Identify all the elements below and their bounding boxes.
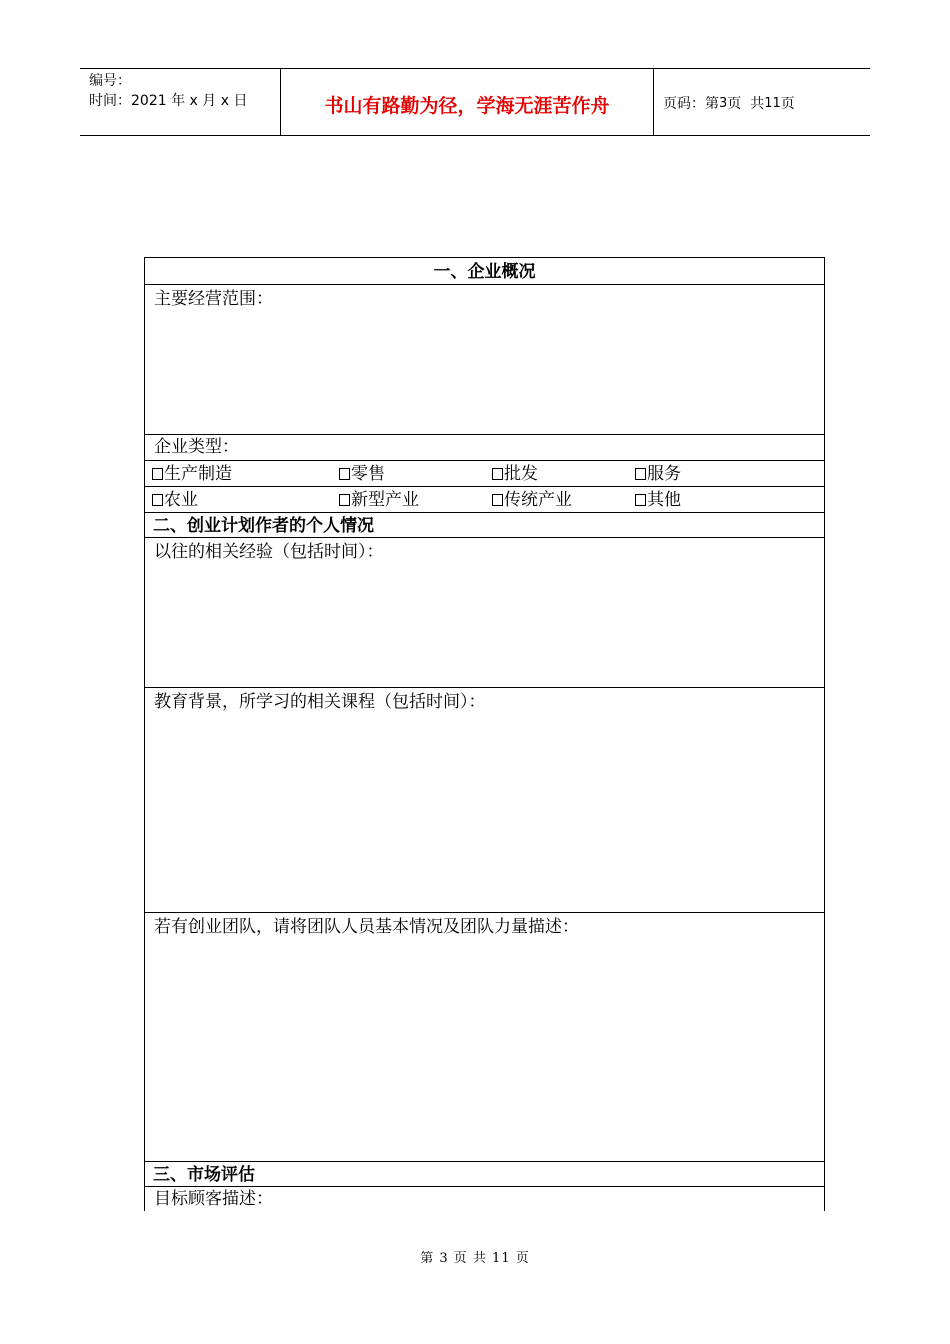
- option-service[interactable]: 服务: [635, 461, 824, 487]
- business-scope-label: 主要经营范围：: [154, 289, 273, 309]
- enterprise-type-label: 企业类型：: [154, 437, 239, 457]
- team-field[interactable]: [145, 913, 824, 1162]
- section-title-enterprise-overview: 一、企业概况: [145, 258, 824, 285]
- header-time: 时间：2021 年 x 月 x 日: [89, 93, 248, 109]
- header-page-suffix: 页: [780, 96, 795, 112]
- header-code: 编号：: [89, 73, 131, 89]
- header-page-number: [654, 69, 870, 135]
- checkbox-icon[interactable]: [152, 468, 163, 480]
- experience-field[interactable]: [145, 538, 824, 688]
- header-motto: 书山有路勤为径，学海无涯苦作舟: [281, 69, 654, 135]
- business-plan-form: [144, 257, 825, 1211]
- header-page-current: 3: [719, 95, 728, 111]
- page-header: [80, 68, 870, 136]
- header-page-total: 11: [764, 95, 781, 111]
- enterprise-type-row: [145, 435, 824, 461]
- enterprise-type-options-row-2: [145, 487, 824, 513]
- option-wholesale[interactable]: 批发: [492, 461, 635, 487]
- education-label: 教育背景，所学习的相关课程（包括时间）：: [154, 692, 486, 712]
- header-page-mid: 页 共: [727, 96, 765, 112]
- option-emerging-industry[interactable]: 新型产业: [339, 487, 492, 513]
- checkbox-icon[interactable]: [492, 494, 503, 506]
- page-footer: 第 3 页 共 11 页: [420, 1251, 530, 1266]
- checkbox-icon[interactable]: [339, 468, 350, 480]
- checkbox-icon[interactable]: [152, 494, 163, 506]
- option-retail[interactable]: 零售: [339, 461, 492, 487]
- option-other[interactable]: 其他: [635, 487, 824, 513]
- target-customer-field[interactable]: [145, 1187, 824, 1211]
- section-title-author-info: 二、创业计划作者的个人情况: [145, 513, 824, 538]
- header-meta: [80, 69, 281, 135]
- team-label: 若有创业团队，请将团队人员基本情况及团队力量描述：: [154, 917, 579, 937]
- option-manufacturing[interactable]: 生产制造: [145, 461, 339, 487]
- checkbox-icon[interactable]: [635, 494, 646, 506]
- enterprise-type-options-row-1: [145, 461, 824, 487]
- checkbox-icon[interactable]: [339, 494, 350, 506]
- option-agriculture[interactable]: 农业: [145, 487, 339, 513]
- education-field[interactable]: [145, 688, 824, 913]
- section-title-market-assessment: 三、市场评估: [145, 1162, 824, 1187]
- header-page-prefix: 页码：第: [663, 96, 719, 112]
- option-traditional-industry[interactable]: 传统产业: [492, 487, 635, 513]
- business-scope-field[interactable]: [145, 285, 824, 435]
- target-customer-label: 目标顾客描述：: [154, 1189, 273, 1209]
- checkbox-icon[interactable]: [492, 468, 503, 480]
- checkbox-icon[interactable]: [635, 468, 646, 480]
- experience-label: 以往的相关经验（包括时间）：: [154, 542, 384, 562]
